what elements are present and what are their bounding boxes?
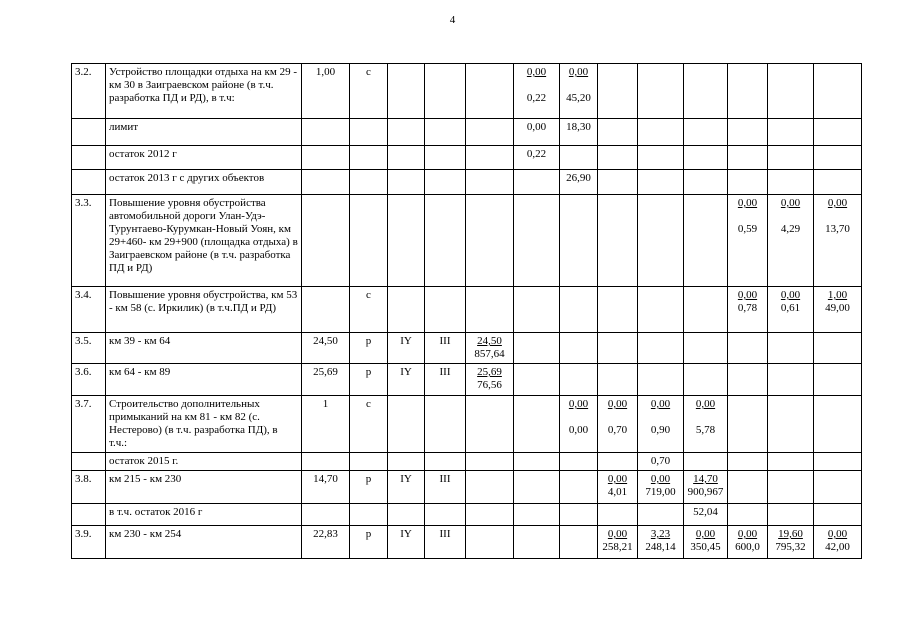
value-top: 14,70 [693,473,718,485]
value-cell-6 [684,333,728,364]
value-cell-8 [768,453,814,471]
row-class [425,287,466,333]
value-cell-8 [768,119,814,146]
value-cell-6 [684,364,728,396]
value-cell-5: 0,70 [638,453,684,471]
value-bottom: 900,967 [687,486,724,498]
row-number [72,453,106,471]
value-top: 0,00 [827,528,848,540]
value-cell-5 [638,504,684,526]
row-category [388,504,425,526]
row-length [302,504,350,526]
row-name: Повышение уровня обустройства, км 53 - км 58 (с. Иркилик) (в т.ч.ПД и РД) [106,287,302,333]
row-length: 22,83 [302,526,350,559]
value-cell-4 [598,504,638,526]
value-bottom: 248,14 [645,541,676,553]
row-number [72,146,106,170]
value-cell-2 [514,287,560,333]
row-length: 1,00 [302,64,350,119]
row-number [72,119,106,146]
value-top: 0,00 [607,528,628,540]
table-row [72,119,862,146]
row-class [425,453,466,471]
value-cell-7 [728,195,768,287]
value-top: 24,50 [477,335,502,347]
row-class [425,64,466,119]
value-cell-4 [598,396,638,453]
value-cell-6 [684,146,728,170]
row-category: IY [388,526,425,559]
row-type [350,119,388,146]
value-cell-3 [560,146,598,170]
row-name: км 215 - км 230 [106,471,302,504]
value-cell-2 [514,471,560,504]
value-top: 0,00 [737,289,758,301]
value-cell-4 [598,471,638,504]
value-cell-2 [514,64,560,119]
value-cell-7 [728,146,768,170]
table-row [72,287,862,333]
value-cell-2 [514,170,560,195]
value-cell-5 [638,396,684,453]
value-bottom: 0,78 [737,302,758,314]
row-class: III [425,471,466,504]
table-row [72,526,862,559]
value-cell-4 [598,195,638,287]
value-cell-2 [514,195,560,287]
value-cell-4 [598,287,638,333]
value-cell-8 [768,64,814,119]
value-top: 0,00 [526,66,547,78]
value-cell-5 [638,526,684,559]
value-cell-1 [466,396,514,453]
value-cell-4 [598,119,638,146]
value-cell-2 [514,526,560,559]
row-name: Повышение уровня обустройства автомобильной дороги Улан-Удэ-Турунтаево-Курумкан-Новый Уоян, км 29+460- км 29+900 (площадка отдыха) в Заиграевском районе (в т.ч. разработка ПД и РД) [106,195,302,287]
value-cell-1 [466,146,514,170]
value-cell-8 [768,195,814,287]
value-cell-1 [466,195,514,287]
row-length [302,453,350,471]
row-type [350,453,388,471]
value-cell-3 [560,333,598,364]
value-cell-1 [466,471,514,504]
row-name: лимит [106,119,302,146]
value-cell-4 [598,364,638,396]
table-row [72,453,862,471]
row-type [350,195,388,287]
value-cell-9 [814,287,862,333]
table-row [72,195,862,287]
table-row [72,471,862,504]
value-cell-6 [684,64,728,119]
value-cell-5 [638,170,684,195]
row-type [350,146,388,170]
value-cell-9 [814,504,862,526]
data-table [71,63,862,559]
value-bottom: 4,01 [607,486,628,498]
value-cell-9 [814,526,862,559]
row-name: Строительство дополнительных примыканий на км 81 - км 82 (с. Нестерово) (в т.ч. разработка ПД), в т.ч.: [106,396,302,453]
value-cell-5 [638,364,684,396]
value-cell-2 [514,504,560,526]
value-cell-6 [684,471,728,504]
value-cell-7 [728,119,768,146]
table-row [72,170,862,195]
value-top: 0,00 [695,398,716,410]
value-cell-7 [728,453,768,471]
value-bottom: 42,00 [825,541,850,553]
row-length [302,287,350,333]
value-top: 3,23 [650,528,671,540]
value-cell-5 [638,471,684,504]
value-cell-6 [684,119,728,146]
row-type: р [350,364,388,396]
value-cell-1 [466,64,514,119]
value-cell-5 [638,119,684,146]
row-name: остаток 2015 г. [106,453,302,471]
row-number: 3.2. [72,64,106,119]
row-name: остаток 2013 г с других объектов [106,170,302,195]
value-top: 1,00 [827,289,848,301]
row-category: IY [388,471,425,504]
value-cell-3 [560,504,598,526]
value-cell-4 [598,526,638,559]
row-name: км 64 - км 89 [106,364,302,396]
value-cell-8 [768,526,814,559]
row-type: р [350,471,388,504]
row-length [302,146,350,170]
page-number: 4 [449,14,456,26]
value-cell-8 [768,471,814,504]
value-cell-2: 0,00 [514,119,560,146]
value-cell-7 [728,364,768,396]
value-bottom: 5,78 [695,424,716,436]
row-category [388,64,425,119]
table-row [72,364,862,396]
value-cell-7 [728,471,768,504]
value-cell-7 [728,333,768,364]
value-cell-4 [598,146,638,170]
value-top: 0,00 [607,398,628,410]
row-class: III [425,526,466,559]
value-cell-2 [514,364,560,396]
value-cell-1 [466,119,514,146]
value-cell-1 [466,504,514,526]
row-number: 3.7. [72,396,106,453]
value-cell-6 [684,453,728,471]
value-cell-1 [466,287,514,333]
value-bottom: 76,56 [477,379,502,391]
value-cell-5 [638,287,684,333]
value-bottom: 600,0 [735,541,760,553]
row-type: с [350,64,388,119]
value-cell-2 [514,333,560,364]
value-cell-8 [768,504,814,526]
row-number: 3.5. [72,333,106,364]
value-top: 0,00 [780,197,801,209]
value-cell-6 [684,195,728,287]
row-category [388,119,425,146]
value-top: 19,60 [778,528,803,540]
row-category [388,396,425,453]
value-bottom: 13,70 [825,223,850,235]
value-cell-3 [560,195,598,287]
value-cell-9 [814,364,862,396]
value-bottom: 0,00 [568,424,589,436]
value-cell-2 [514,453,560,471]
value-top: 0,00 [607,473,628,485]
value-cell-6 [684,396,728,453]
row-length: 24,50 [302,333,350,364]
row-name: в т.ч. остаток 2016 г [106,504,302,526]
value-cell-8 [768,170,814,195]
row-class: III [425,364,466,396]
row-number: 3.3. [72,195,106,287]
value-bottom: 4,29 [780,223,801,235]
value-cell-9 [814,146,862,170]
value-cell-8 [768,364,814,396]
row-category: IY [388,364,425,396]
value-bottom: 49,00 [825,302,850,314]
row-name: остаток 2012 г [106,146,302,170]
row-name: км 230 - км 254 [106,526,302,559]
row-number: 3.4. [72,287,106,333]
value-cell-4 [598,333,638,364]
value-cell-3 [560,396,598,453]
row-length: 25,69 [302,364,350,396]
value-cell-9 [814,396,862,453]
value-cell-7 [728,170,768,195]
value-cell-2 [514,396,560,453]
value-cell-6 [684,170,728,195]
value-cell-8 [768,287,814,333]
table-row [72,64,862,119]
value-cell-8 [768,396,814,453]
value-cell-7 [728,396,768,453]
row-category [388,195,425,287]
value-cell-1 [466,170,514,195]
value-cell-9 [814,333,862,364]
value-cell-3 [560,526,598,559]
value-top: 0,00 [737,528,758,540]
value-cell-4 [598,64,638,119]
table-row [72,504,862,526]
value-cell-5 [638,146,684,170]
row-type: р [350,333,388,364]
value-bottom: 350,45 [690,541,721,553]
value-cell-1 [466,526,514,559]
row-category [388,287,425,333]
value-cell-2: 0,22 [514,146,560,170]
value-bottom: 0,70 [607,424,628,436]
value-cell-8 [768,333,814,364]
value-cell-6 [684,287,728,333]
value-cell-7 [728,526,768,559]
value-cell-1 [466,333,514,364]
value-cell-1 [466,364,514,396]
value-cell-8 [768,146,814,170]
row-class [425,170,466,195]
row-category [388,170,425,195]
row-name: Устройство площадки отдыха на км 29 - км 30 в Заиграевском районе (в т.ч. разработка ПД и РД), в т.ч: [106,64,302,119]
value-cell-3 [560,287,598,333]
value-top: 0,00 [780,289,801,301]
value-top: 0,00 [827,197,848,209]
row-category [388,453,425,471]
value-cell-9 [814,195,862,287]
row-length: 14,70 [302,471,350,504]
value-cell-6: 52,04 [684,504,728,526]
row-type: с [350,396,388,453]
row-name: км 39 - км 64 [106,333,302,364]
value-cell-9 [814,453,862,471]
row-class [425,396,466,453]
value-bottom: 719,00 [645,486,676,498]
value-bottom: 45,20 [566,92,591,104]
value-cell-5 [638,64,684,119]
value-top: 0,00 [568,66,589,78]
value-cell-5 [638,195,684,287]
row-number [72,504,106,526]
value-top: 0,00 [650,398,671,410]
value-top: 0,00 [695,528,716,540]
value-cell-3 [560,471,598,504]
value-cell-6 [684,526,728,559]
value-cell-9 [814,170,862,195]
value-top: 0,00 [568,398,589,410]
value-cell-9 [814,119,862,146]
row-number: 3.9. [72,526,106,559]
row-category: IY [388,333,425,364]
value-bottom: 0,90 [650,424,671,436]
value-top: 0,00 [650,473,671,485]
row-length [302,170,350,195]
row-class [425,146,466,170]
row-type [350,504,388,526]
row-number [72,170,106,195]
value-cell-3 [560,64,598,119]
value-cell-3: 18,30 [560,119,598,146]
value-bottom: 0,22 [526,92,547,104]
value-cell-9 [814,64,862,119]
row-class [425,504,466,526]
table-row [72,396,862,453]
value-cell-7 [728,64,768,119]
table-row [72,333,862,364]
value-cell-3 [560,453,598,471]
table-row [72,146,862,170]
value-cell-9 [814,471,862,504]
row-length: 1 [302,396,350,453]
row-class: III [425,333,466,364]
row-category [388,146,425,170]
value-top: 25,69 [477,366,502,378]
value-cell-3 [560,364,598,396]
row-length [302,119,350,146]
row-type [350,170,388,195]
value-cell-4 [598,170,638,195]
value-bottom: 0,61 [780,302,801,314]
value-bottom: 0,59 [737,223,758,235]
value-cell-4 [598,453,638,471]
row-type: с [350,287,388,333]
row-class [425,195,466,287]
value-cell-7 [728,287,768,333]
value-cell-3: 26,90 [560,170,598,195]
row-length [302,195,350,287]
value-top: 0,00 [737,197,758,209]
value-bottom: 857,64 [474,348,505,360]
row-number: 3.6. [72,364,106,396]
row-class [425,119,466,146]
value-cell-1 [466,453,514,471]
row-number: 3.8. [72,471,106,504]
value-bottom: 795,32 [775,541,806,553]
value-bottom: 258,21 [602,541,633,553]
value-cell-5 [638,333,684,364]
row-type: р [350,526,388,559]
value-cell-7 [728,504,768,526]
